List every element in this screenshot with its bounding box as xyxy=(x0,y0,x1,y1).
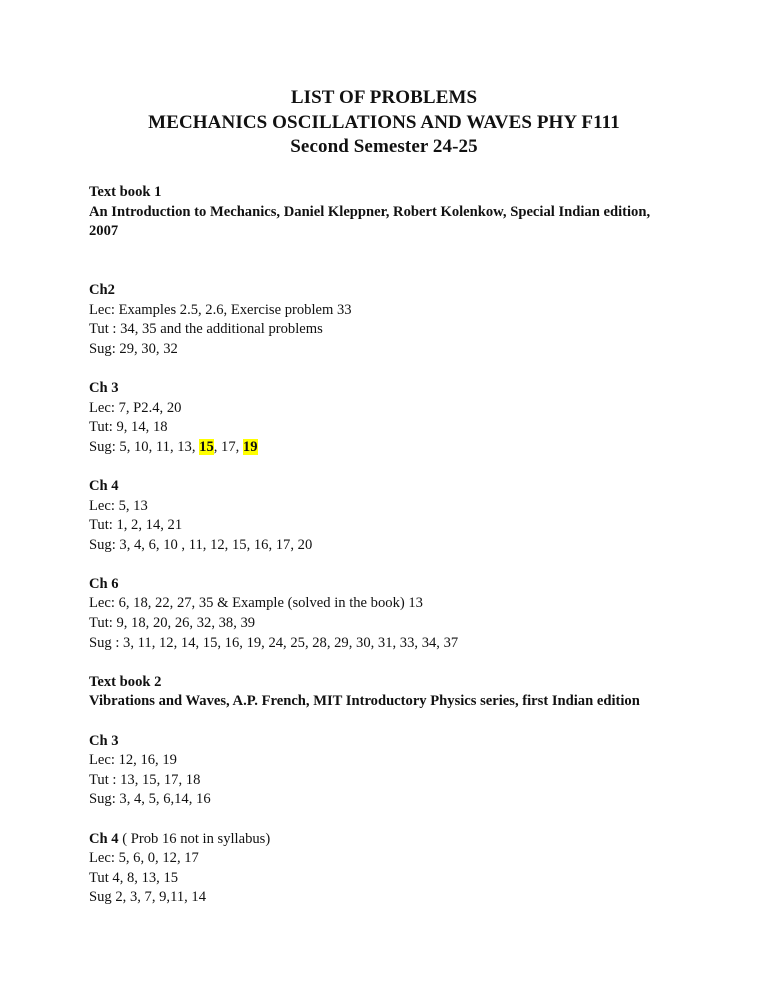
textbook-1-section xyxy=(89,183,689,242)
lecture-problems: Lec: Examples 2.5, 2.6, Exercise problem 33 xyxy=(89,301,352,318)
suggested-middle: , 17, xyxy=(213,438,243,455)
tutorial-problems: Tut: 1, 2, 14, 21 xyxy=(89,517,183,534)
chapter-heading: Ch 3 xyxy=(89,732,119,749)
spacer xyxy=(89,261,689,281)
semester-title: Second Semester 24-25 xyxy=(290,136,478,157)
chapter-section xyxy=(89,379,689,457)
chapter-note: ( Prob 16 not in syllabus) xyxy=(118,830,271,847)
chapter-section xyxy=(89,281,689,359)
textbook-reference: Vibrations and Waves, A.P. French, MIT Introductory Physics series, first Indian edition xyxy=(89,693,640,710)
textbook-reference-year: 2007 xyxy=(89,223,119,240)
chapter-heading: Ch 4 xyxy=(89,477,119,494)
spacer xyxy=(89,555,689,575)
suggested-problems: Sug: 29, 30, 32 xyxy=(89,340,178,357)
document-body xyxy=(89,183,689,908)
textbook-label: Text book 2 xyxy=(89,673,162,690)
tutorial-problems: Tut 4, 8, 13, 15 xyxy=(89,869,179,886)
course-title: MECHANICS OSCILLATIONS AND WAVES PHY F111 xyxy=(148,111,620,133)
chapter-heading: Ch 3 xyxy=(89,379,119,396)
page-title: LIST OF PROBLEMS xyxy=(290,87,478,108)
lecture-problems: Lec: 12, 16, 19 xyxy=(89,752,177,769)
chapter-heading: Ch 6 xyxy=(89,575,119,592)
suggested-problems: Sug: 3, 4, 5, 6,14, 16 xyxy=(89,791,211,808)
spacer xyxy=(89,810,689,830)
lecture-problems: Lec: 6, 18, 22, 27, 35 & Example (solved in the book) 13 xyxy=(89,595,423,612)
chapter-section xyxy=(89,830,689,908)
lecture-problems: Lec: 5, 6, 0, 12, 17 xyxy=(89,850,199,867)
highlighted-problem: 19 xyxy=(242,438,258,455)
suggested-problems: Sug 2, 3, 7, 9,11, 14 xyxy=(89,889,207,906)
spacer xyxy=(89,242,689,262)
suggested-prefix: Sug: 5, 10, 11, 13, xyxy=(89,438,200,455)
chapter-section xyxy=(89,732,689,810)
chapter-heading: Ch2 xyxy=(89,281,115,298)
chapter-heading: Ch 4 xyxy=(89,830,119,847)
chapter-section xyxy=(89,477,689,555)
tutorial-problems: Tut : 34, 35 and the additional problems xyxy=(89,321,323,338)
suggested-problems xyxy=(89,438,689,458)
suggested-problems: Sug : 3, 11, 12, 14, 15, 16, 19, 24, 25, 28, 29, 30, 31, 33, 34, 37 xyxy=(89,634,459,651)
chapter-heading-row xyxy=(89,830,689,850)
lecture-problems: Lec: 7, P2.4, 20 xyxy=(89,399,182,416)
highlighted-problem: 15 xyxy=(199,438,214,455)
suggested-problems: Sug: 3, 4, 6, 10 , 11, 12, 15, 16, 17, 20 xyxy=(89,536,313,553)
textbook-label: Text book 1 xyxy=(89,184,162,200)
spacer xyxy=(89,457,689,477)
document-header xyxy=(0,86,768,160)
spacer xyxy=(89,359,689,379)
spacer xyxy=(89,712,689,732)
tutorial-problems: Tut: 9, 18, 20, 26, 32, 38, 39 xyxy=(89,615,256,632)
chapter-section xyxy=(89,575,689,653)
tutorial-problems: Tut : 13, 15, 17, 18 xyxy=(89,771,201,788)
tutorial-problems: Tut: 9, 14, 18 xyxy=(89,419,168,436)
textbook-2-section xyxy=(89,673,689,712)
lecture-problems: Lec: 5, 13 xyxy=(89,497,148,514)
textbook-reference: An Introduction to Mechanics, Daniel Kleppner, Robert Kolenkow, Special Indian edition, xyxy=(89,203,651,220)
spacer xyxy=(89,653,689,673)
